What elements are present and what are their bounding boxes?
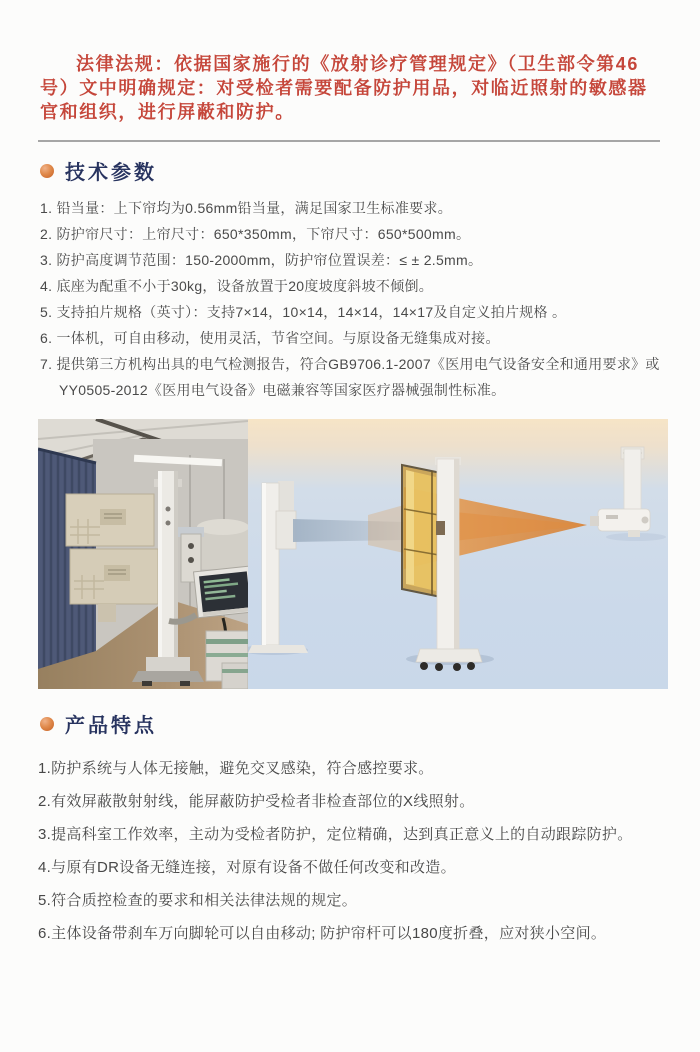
feature-list: [38, 752, 676, 950]
spec-item-5: 5. 支持拍片规格（英寸）：支持7×14，10×14，14×14，14×17及自定义拍片规格 。: [40, 304, 567, 320]
tech-section-title: 技术参数: [65, 162, 157, 184]
section-divider: [38, 140, 660, 142]
protection-system-render: [240, 419, 668, 689]
feature-item-3: 3.提高科室工作效率，主动为受检者防护，定位精确，达到真正意义上的自动跟踪防护。: [38, 826, 633, 843]
product-illustration: [38, 419, 668, 689]
feature-item-2: 2.有效屏蔽散射射线，能屏蔽防护受检者非检查部位的X线照射。: [38, 793, 475, 810]
tech-spec-list: [40, 195, 670, 403]
feature-item-1: 1.防护系统与人体无接触，避免交叉感染，符合感控要求。: [38, 760, 434, 777]
xray-room-photo: [38, 419, 256, 689]
spec-item-4: 4. 底座为配重不小于30kg，设备放置于20度坡度斜坡不倾倒。: [40, 278, 434, 294]
protective-curtain-panel: [402, 465, 441, 597]
section-bullet-icon: [40, 164, 54, 178]
feature-item-5: 5.符合质控检查的要求和相关法律法规的规定。: [38, 892, 358, 909]
features-section-title: 产品特点: [65, 715, 157, 737]
spec-item-2: 2. 防护帘尺寸：上帘尺寸：650*350mm，下帘尺寸：650*500mm。: [40, 226, 471, 242]
spec-item-6: 6. 一体机，可自由移动，使用灵活，节省空间。与原设备无缝集成对接。: [40, 330, 500, 346]
spec-item-7: 7. 提供第三方机构出具的电气检测报告，符合GB9706.1-2007《医用电气设备安全和通用要求》或YY0505-2012《医用电气设备》电磁兼容等国家医疗器械强制性标准。: [40, 356, 660, 398]
features-section-header: [40, 709, 700, 738]
tech-section-header: [40, 156, 700, 185]
section-bullet-icon: [40, 717, 54, 731]
spec-item-3: 3. 防护高度调节范围：150-2000mm，防护帘位置误差：≤ ± 2.5mm。: [40, 252, 483, 268]
brochure-page: [0, 52, 700, 1052]
spec-item-1: 1. 铅当量：上下帘均为0.56mm铅当量，满足国家卫生标准要求。: [40, 200, 453, 216]
feature-item-4: 4.与原有DR设备无缝连接，对原有设备不做任何改变和改造。: [38, 859, 456, 876]
legal-notice: 法律法规：依据国家施行的《放射诊疗管理规定》（卫生部令第46号）文中明确规定：对受检者需要配备防护用品，对临近照射的敏感器官和组织，进行屏蔽和防护。: [40, 54, 648, 122]
feature-item-6: 6.主体设备带刹车万向脚轮可以自由移动; 防护帘杆可以180度折叠，应对狭小空间。: [38, 925, 607, 942]
